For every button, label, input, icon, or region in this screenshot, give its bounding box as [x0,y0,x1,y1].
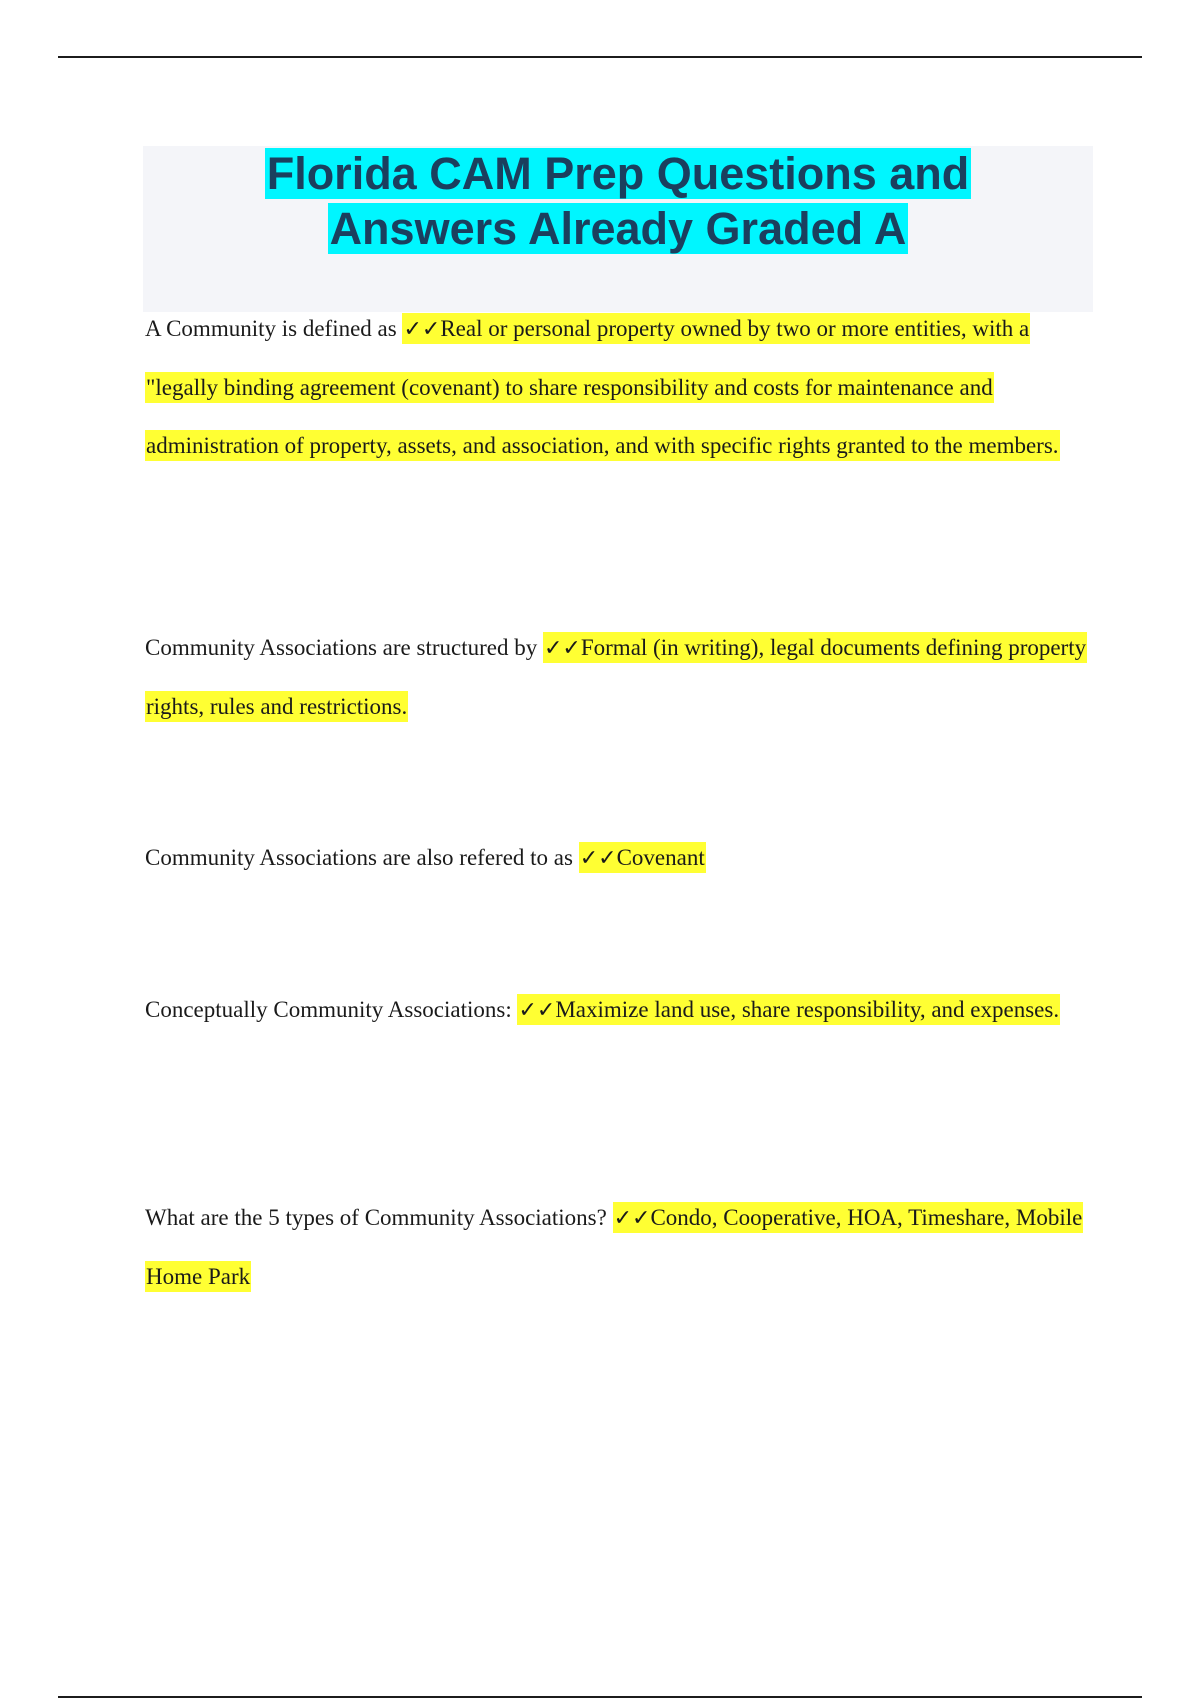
double-check-icon: ✓✓ [579,846,617,871]
answer-text: Condo, Cooperative, HOA, Timeshare, Mobile Home Park [146,1205,1083,1289]
qa-item-5 [145,1189,1095,1306]
answer-text: Formal (in writing), legal documents defining property rights, rules and restrictions. [146,635,1087,719]
answer-highlight [579,842,706,873]
question-text: What are the 5 types of Community Associations? [145,1205,613,1230]
qa-item-2 [145,619,1095,736]
title-box [143,146,1093,312]
qa-item-4 [145,981,1095,1040]
question-text: Community Associations are also refered to as [145,845,579,870]
answer-highlight [517,994,1060,1025]
double-check-icon: ✓✓ [518,998,556,1023]
title-line-2: Answers Already Graded A [329,203,907,254]
double-check-icon: ✓✓ [613,1206,651,1231]
document-title [143,146,1093,256]
double-check-icon: ✓✓ [543,636,581,661]
question-text: A Community is defined as [145,316,403,341]
answer-text: Maximize land use, share responsibility, and expenses. [555,997,1060,1022]
qa-item-3 [145,829,1095,888]
double-check-icon: ✓✓ [403,317,441,342]
answer-text: Covenant [616,845,705,870]
question-text: Conceptually Community Associations: [145,997,518,1022]
answer-text: Real or personal property owned by two or more entities, with a "legally binding agreement (covenant) to share responsibility and costs for maintenance and administration of property, assets, and association, and with specific rights granted to the members. [146,316,1059,458]
bottom-rule [58,1696,1142,1698]
title-line-1: Florida CAM Prep Questions and [266,148,970,199]
top-rule [58,56,1142,58]
qa-item-1 [145,300,1095,475]
question-text: Community Associations are structured by [145,635,543,660]
